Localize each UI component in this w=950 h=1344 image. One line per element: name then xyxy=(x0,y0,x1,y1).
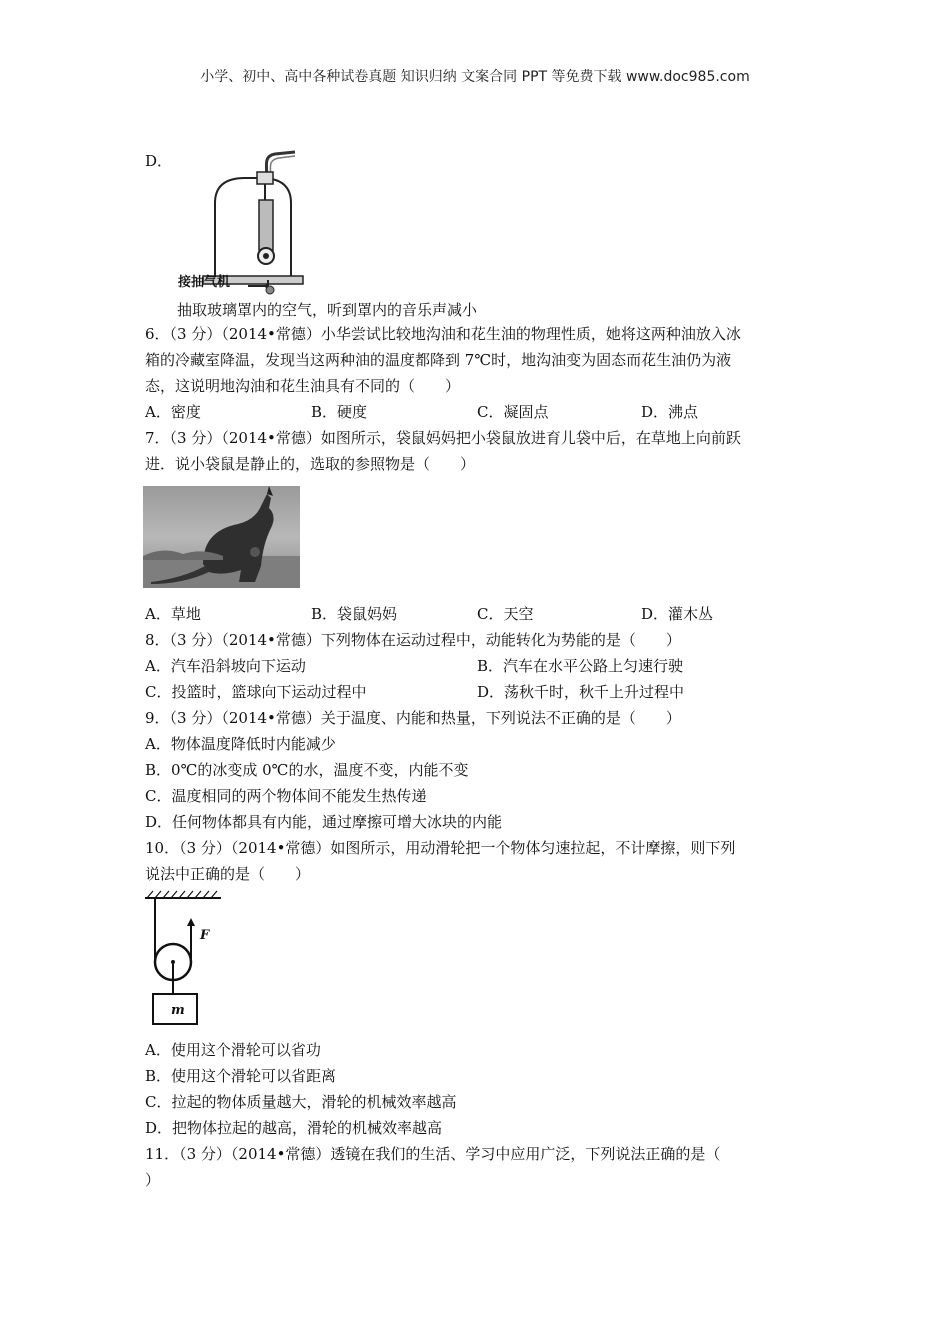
q6-option-d: D．沸点 xyxy=(641,403,699,421)
q7-option-a: A．草地 xyxy=(145,605,201,623)
bell-jar-figure xyxy=(175,148,310,288)
q7-stem-line1: 7．（3 分）（2014•常德）如图所示，袋鼠妈妈把小袋鼠放进育儿袋中后，在草地上向前跃 xyxy=(145,429,741,447)
q10-option-d: D．把物体拉起的越高，滑轮的机械效率越高 xyxy=(145,1119,443,1137)
q7-option-d: D．灌木丛 xyxy=(641,605,714,623)
q6-stem-line2: 箱的冷藏室降温，发现当这两种油的温度都降到 7℃时，地沟油变为固态而花生油仍为液 xyxy=(145,351,732,369)
q9-option-b: B．0℃的冰变成 0℃的水，温度不变，内能不变 xyxy=(145,761,469,779)
q8-option-c: C．投篮时，篮球向下运动过程中 xyxy=(145,683,367,701)
q10-option-a: A．使用这个滑轮可以省功 xyxy=(145,1041,321,1059)
q7-option-c: C．天空 xyxy=(477,605,534,623)
q9-option-c: C．温度相同的两个物体间不能发生热传递 xyxy=(145,787,427,805)
q11-stem-line2: ） xyxy=(145,1171,161,1189)
q9-stem-line1: 9．（3 分）（2014•常德）关于温度、内能和热量，下列说法不正确的是（ ） xyxy=(145,709,681,727)
q8-option-d: D．荡秋千时，秋千上升过程中 xyxy=(477,683,685,701)
q6-stem-line3: 态，这说明地沟油和花生油具有不同的（ ） xyxy=(145,377,461,395)
q6-stem-line1: 6．（3 分）（2014•常德）小华尝试比较地沟油和花生油的物理性质，她将这两种油放入冰 xyxy=(145,325,741,343)
q9-option-d: D．任何物体都具有内能，通过摩擦可增大冰块的内能 xyxy=(145,813,503,831)
q8-option-b: B．汽车在水平公路上匀速行驶 xyxy=(477,657,684,675)
kangaroo-photo xyxy=(143,486,300,588)
pulley-mass-label: m xyxy=(171,1003,185,1018)
q7-stem-line2: 进．说小袋鼠是静止的，选取的参照物是（ ） xyxy=(145,455,476,473)
q10-stem-line1: 10．（3 分）（2014•常德）如图所示，用动滑轮把一个物体匀速拉起，不计摩擦，则下列 xyxy=(145,839,736,857)
q10-option-b: B．使用这个滑轮可以省距离 xyxy=(145,1067,337,1085)
page-header: 小学、初中、高中各种试卷真题 知识归纳 文案合同 PPT 等免费下载 www.doc985.com xyxy=(200,69,750,85)
q8-option-a: A．汽车沿斜坡向下运动 xyxy=(145,657,306,675)
bell-jar-caption: 接抽气机 xyxy=(178,275,231,290)
q10-option-c: C．拉起的物体质量越大，滑轮的机械效率越高 xyxy=(145,1093,457,1111)
q6-option-a: A．密度 xyxy=(145,403,201,421)
q7-option-b: B．袋鼠妈妈 xyxy=(311,605,398,623)
q6-option-b: B．硬度 xyxy=(311,403,368,421)
vacuum-hose-icon xyxy=(248,278,288,296)
q6-option-c: C．凝固点 xyxy=(477,403,549,421)
q10-stem-line2: 说法中正确的是（ ） xyxy=(145,865,311,883)
pulley-force-label: F xyxy=(200,928,210,943)
q8-stem-line1: 8．（3 分）（2014•常德）下列物体在运动过程中，动能转化为势能的是（ ） xyxy=(145,631,681,649)
q11-stem-line1: 11．（3 分）（2014•常德）透镜在我们的生活、学习中应用广泛，下列说法正确的是（ xyxy=(145,1145,721,1163)
q9-option-a: A．物体温度降低时内能减少 xyxy=(145,735,336,753)
q5-option-d-caption: 抽取玻璃罩内的空气，听到罩内的音乐声减小 xyxy=(177,301,478,319)
q5-option-d-label: D． xyxy=(145,152,173,170)
